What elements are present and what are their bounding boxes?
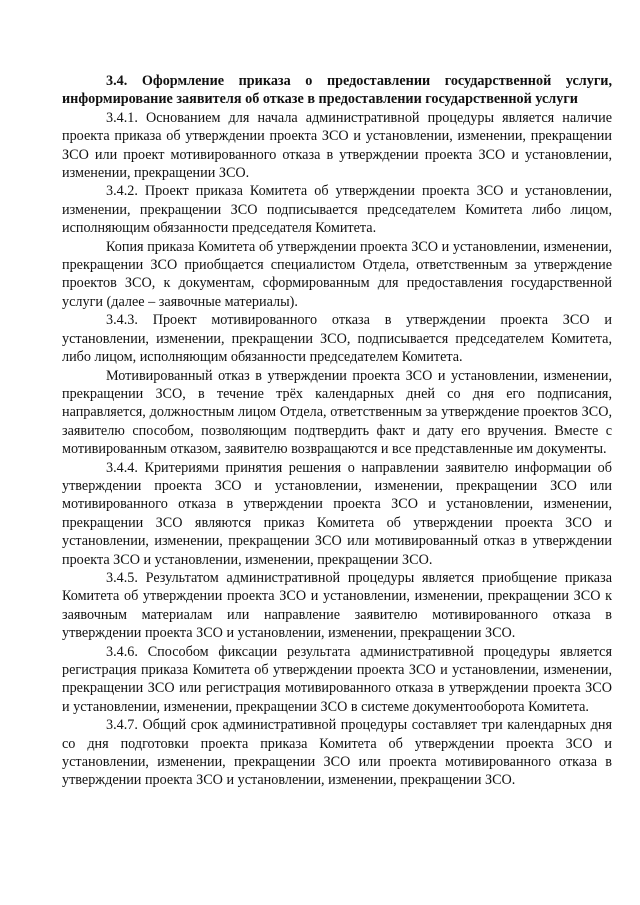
paragraph-3-4-5: 3.4.5. Результатом административной процедуры является приобщение приказа Комитета об утверждении проекта ЗСО и установлении, изменении, прекращении ЗСО к заявочным материалам или направление заявителю мотивированного отказа в утверждении проекта ЗСО и установлении, изменении, прекращении ЗСО. bbox=[62, 569, 612, 642]
paragraph-3-4-6: 3.4.6. Способом фиксации результата административной процедуры является регистрация приказа Комитета об утверждении проекта ЗСО и установлении, изменении, прекращении ЗСО или регистрация мотивированного отказа в утверждении проекта ЗСО и установлении, изменении, прекращении ЗСО в системе документооборота Комитета. bbox=[62, 643, 612, 715]
document-page bbox=[62, 72, 612, 790]
paragraph-3-4-1: 3.4.1. Основанием для начала административной процедуры является наличие проекта приказа об утверждении проекта ЗСО и установлении, изменении, прекращении ЗСО или проект мотивированного отказа в утверждении проекта ЗСО и установлении, изменении, прекращении ЗСО. bbox=[62, 109, 612, 182]
paragraph-3-4-3: 3.4.3. Проект мотивированного отказа в утверждении проекта ЗСО и установлении, изменении, прекращении ЗСО, подписывается председателем Комитета, либо лицом, исполняющим обязанности председателем Комитета. bbox=[62, 312, 612, 366]
paragraph-3-4-4: 3.4.4. Критериями принятия решения о направлении заявителю информации об утверждении проекта ЗСО и установлении, изменении, прекращении ЗСО или мотивированного отказа в утверждении проекта ЗСО и установлении, изменении, прекращении ЗСО являются приказ Комитета об утверждении проекта ЗСО и установлении, изменении, прекращении ЗСО или мотивированный отказ в утверждении проекта ЗСО и установлении, изменении, прекращении ЗСО. bbox=[62, 459, 612, 568]
paragraph-3-4-7: 3.4.7. Общий срок административной процедуры составляет три календарных дня со дня подготовки проекта приказа Комитета об утверждении проекта ЗСО и установлении, изменении, прекращении ЗСО или проекта мотивированного отказа в утверждении проекта ЗСО и установлении, изменении, прекращении ЗСО. bbox=[62, 717, 612, 789]
paragraph-3-4-2: 3.4.2. Проект приказа Комитета об утверждении проекта ЗСО и установлении, изменении, прекращении ЗСО подписывается председателем Комитета либо лицом, исполняющим обязанности председателя Комитета. bbox=[62, 183, 612, 237]
section-heading: 3.4. Оформление приказа о предоставлении государственной услуги, информирование заявителя об отказе в предоставлении государственной услуги bbox=[62, 73, 612, 108]
paragraph-motivated-refusal: Мотивированный отказ в утверждении проекта ЗСО и установлении, изменении, прекращении ЗСО, в течение трёх календарных дней со дня его подписания, направляется, должностным лицом Отдела, ответственным за утверждение проектов ЗСО, заявителю способом, позволяющим подтвердить факт и дату его вручения. Вместе с мотивированным отказом, заявителю возвращаются и все представленные им документы. bbox=[62, 367, 612, 458]
paragraph-copy-of-order: Копия приказа Комитета об утверждении проекта ЗСО и установлении, изменении, прекращении ЗСО приобщается специалистом Отдела, ответственным за утверждение проектов ЗСО, к документам, сформированным для предоставления государственной услуги (далее – заявочные материалы). bbox=[62, 238, 612, 310]
